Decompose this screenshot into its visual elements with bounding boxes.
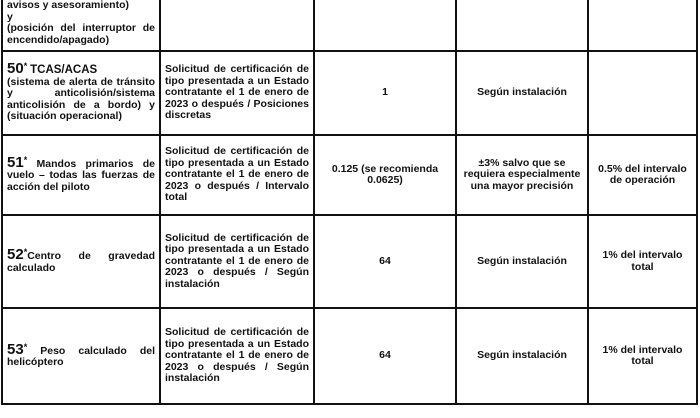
range-cell: 64 [314,215,456,308]
resolution-cell [588,0,697,51]
parameter-title: TCAS/ACAS [30,64,98,77]
certification-cell: Solicitud de certificación de tipo presentada a un Estado contratante el 1 de enero de 2023 o después / Intervalo total [160,135,314,215]
accuracy-cell: Según instalación [456,51,588,135]
certification-cell: Solicitud de certificación de tipo presentada a un Estado contratante el 1 de enero de 2023 o después / Posiciones discretas [160,51,314,135]
accuracy-cell [456,0,588,51]
parameter-cell [2,135,160,215]
parameter-description: Peso calculado del helicóptero [7,344,155,368]
accuracy-cell: Según instalación [456,308,588,404]
resolution-cell: 0.5% del intervalo de operación [588,135,697,215]
parameter-number: 51 [7,153,24,171]
range-cell: 64 [314,308,456,404]
resolution-cell [588,51,697,135]
resolution-cell: 1% del intervalo total [588,215,697,308]
accuracy-cell: ±3% salvo que se requiera especialmente una mayor precisión [456,135,588,215]
parameter-asterisk: * [23,61,28,72]
parameter-cell [2,0,160,51]
param-line: (posición del interruptor de encendido/apagado) [7,22,155,46]
range-cell [314,0,456,51]
parameter-asterisk: * [23,341,28,352]
table-row [2,308,697,404]
certification-cell [160,0,314,51]
resolution-cell: 1% del intervalo total [588,308,697,404]
range-cell: 1 [314,51,456,135]
parameter-asterisk: * [23,247,28,257]
parameter-cell [2,51,160,135]
accuracy-cell: Según instalación [456,215,588,308]
parameter-asterisk: * [23,154,28,165]
parameter-description: Mandos primarios de vuelo – todas las fuerzas de acción del piloto [7,157,155,193]
certification-cell: Solicitud de certificación de tipo presentada a un Estado contratante el 1 de enero de 2023 o después / Según instalación [160,215,314,308]
parameter-cell [2,308,160,404]
table-row [2,51,697,135]
parameter-table [1,0,698,405]
table-row [2,0,697,51]
range-cell: 0.125 (se recomienda 0.0625) [314,135,456,215]
param-line: avisos y asesoramiento) [7,0,129,11]
parameter-description: (sistema de alerta de tránsito y anticolisión/sistema anticolisión de a bordo) y (situación operacional) [7,75,155,123]
certification-cell: Solicitud de certificación de tipo presentada a un Estado contratante el 1 de enero de 2023 o después / Según instalación [160,308,314,404]
parameter-number: 53 [7,340,24,358]
parameter-cell [2,215,160,308]
table-row [2,215,697,308]
param-line: y [7,10,13,23]
parameter-number: 50 [7,60,24,78]
parameter-number: 52 [7,246,24,263]
table-row [2,135,697,215]
parameter-description: Centro de gravedad calculado [7,250,155,274]
